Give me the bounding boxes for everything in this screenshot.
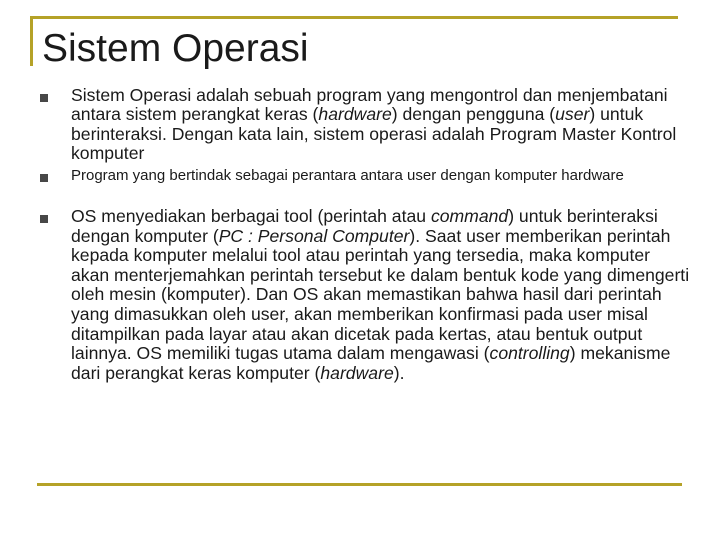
text-span: ) dengan pengguna ( (391, 104, 556, 125)
text-span: ) untuk berinteraksi dengan komputer ( (71, 206, 658, 246)
italic-term: command (430, 206, 509, 226)
text-span: ). (393, 362, 405, 383)
bullet-text-1 (71, 86, 691, 164)
text-span: ) mekanisme dari perangkat keras komputer ( (71, 343, 671, 383)
italic-term: hardware (320, 362, 394, 383)
italic-term: PC : Personal Computer (218, 225, 410, 246)
bullet-marker-2 (40, 174, 48, 182)
bullet-text-2: Program yang bertindak sebagai perantara antara user dengan komputer hardware (71, 167, 624, 184)
bullet-text-3 (71, 207, 691, 383)
left-rule (30, 16, 33, 66)
text-span: adalah sebuah program yang mengontrol dan menjembatani antara sistem perangkat keras ( (71, 85, 668, 125)
italic-term: controlling (489, 343, 570, 364)
text-span: ). Saat user memberikan perintah kepada komputer melalui tool atau perintah yang tersedia, maka komputer akan menterjemahkan perintah tersebut ke dalam bentuk kode yang dimengerti oleh mesin (komputer). Dan OS akan memastikan bahwa hasil dari perintah yang dimasukkan oleh user, akan memberikan konfirmasi pada user misal ditampilkan pada layar atau akan dicetak pada kertas, atau bentuk output lainnya. OS memiliki tugas utama dalam mengawasi ( (71, 225, 690, 364)
italic-term: user (555, 104, 590, 125)
bottom-rule (37, 483, 682, 486)
text-span: OS menyediakan berbagai tool (perintah atau (71, 206, 431, 226)
bold-term: Sistem Operasi (71, 85, 192, 105)
top-rule (30, 16, 678, 19)
slide-title: Sistem Operasi (42, 27, 309, 70)
text-span: ) untuk berinteraksi. Dengan kata lain, sistem operasi adalah Program Master Kontrol komputer (71, 104, 677, 164)
bullet-marker-3 (40, 215, 48, 223)
italic-term: hardware (318, 104, 392, 125)
bullet-marker-1 (40, 94, 48, 102)
